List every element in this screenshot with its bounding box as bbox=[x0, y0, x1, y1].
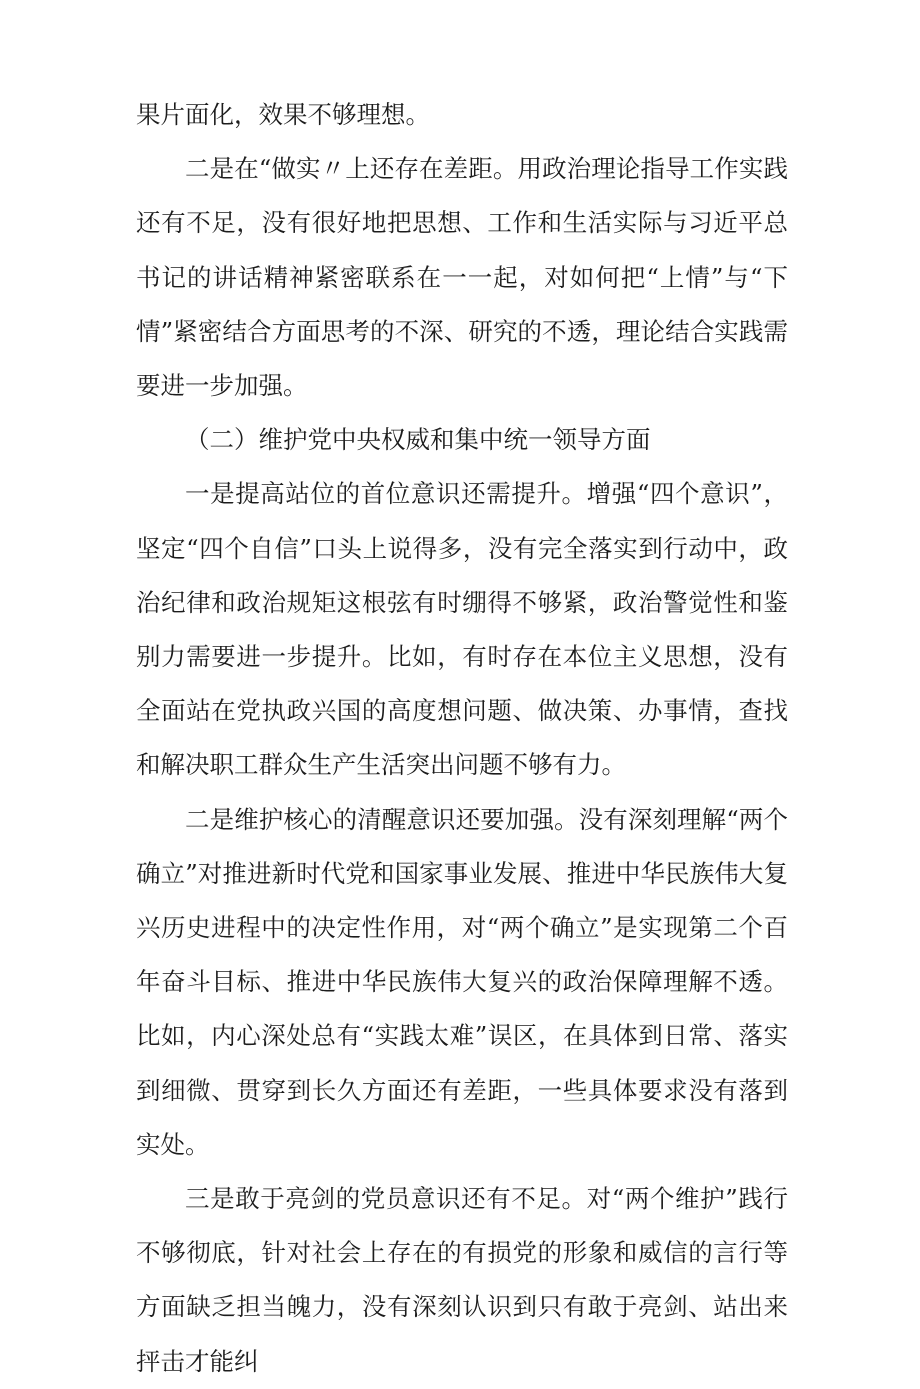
paragraph-shouwei: 一是提高站位的首位意识还需提升。增强“四个意识”，坚定“四个自信”口头上说得多，没有完全落实到行动中，政治纪律和政治规矩这根弦有时绷得不够紧，政治警觉性和鉴别力需要进一步提升。比如，有时存在本位主义思想，没有全面站在党执政兴国的高度想问题、做决策、办事情，查找和解决职工群众生产生活突出问题不够有力。 bbox=[136, 479, 788, 780]
paragraph-zuoshi: 二是在“做实〃上还存在差距。用政治理论指导工作实践还有不足，没有很好地把思想、工作和生活实际与习近平总书记的讲话精神紧密联系在一一起，对如何把“上情”与“下情”紧密结合方面思考的不深、研究的不透，理论结合实践需要进一步加强。 bbox=[136, 154, 788, 401]
paragraph-hexin: 二是维护核心的清醒意识还要加强。没有深刻理解“两个确立”对推进新时代党和国家事业发展、推进中华民族伟大复兴历史进程中的决定性作用，对“两个确立”是实现第二个百年奋斗目标、推进中华民族伟大复兴的政治保障理解不透。比如，内心深处总有“实践太难”误区，在具体到日常、落实到细微、贯穿到长久方面还有差距，一些具体要求没有落到实处。 bbox=[136, 804, 788, 1159]
document-body bbox=[136, 88, 788, 1389]
section-heading: （二）维护党中央权威和集中统一领导方面 bbox=[185, 425, 651, 455]
paragraph-continuation: 果片面化，效果不够理想。 bbox=[136, 100, 430, 129]
paragraph-liangjian: 三是敢于亮剑的党员意识还有不足。对“两个维护”践行不够彻底，针对社会上存在的有损党的形象和威信的言行等方面缺乏担当魄力，没有深刻认识到只有敢于亮剑、站出来抨击才能纠 bbox=[136, 1184, 788, 1376]
